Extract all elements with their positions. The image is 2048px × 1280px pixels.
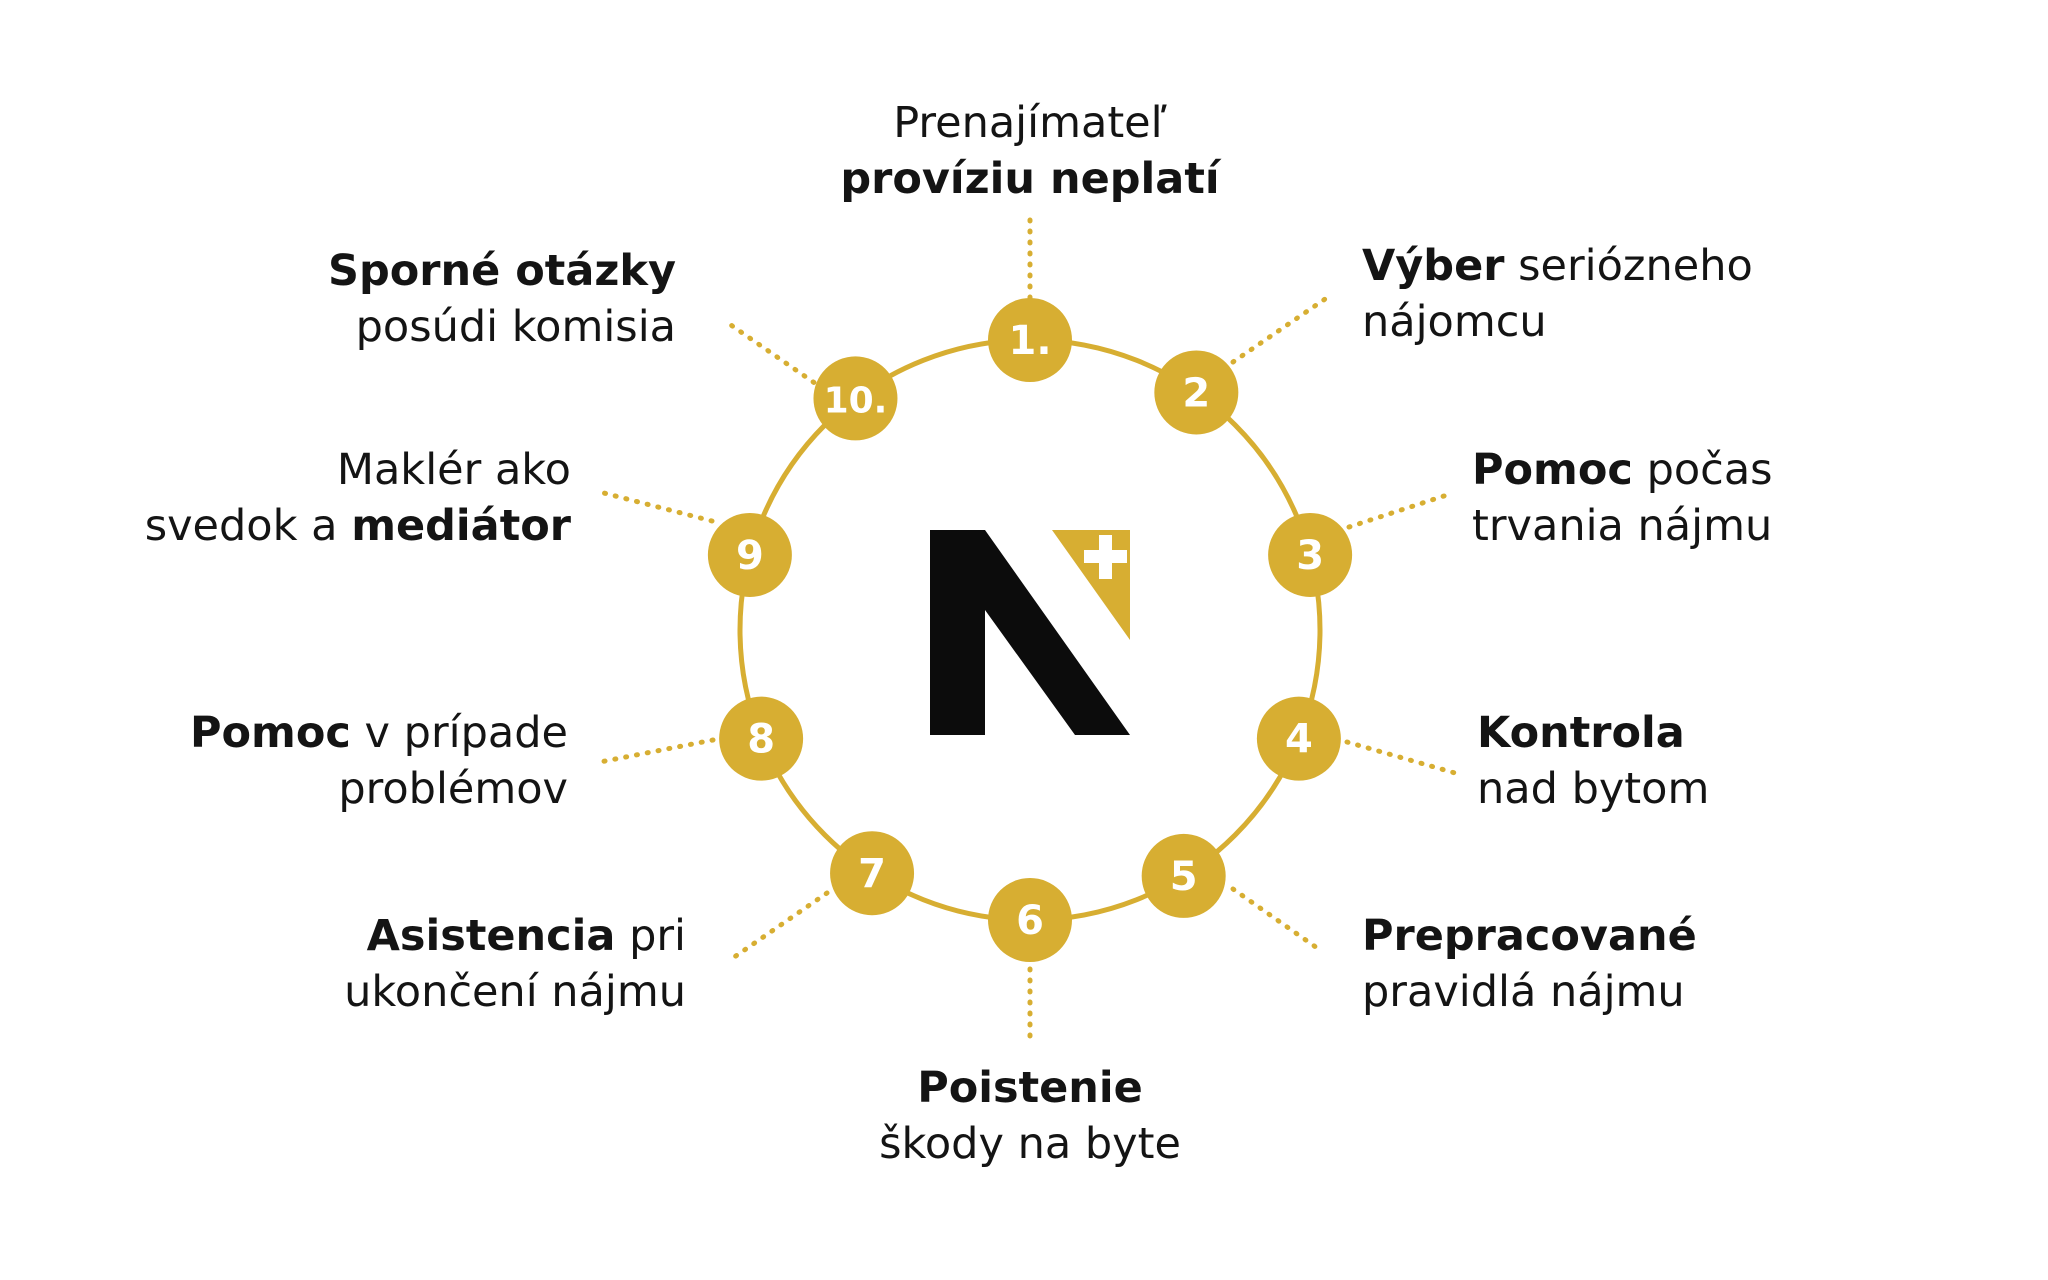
label-line: [145, 498, 571, 554]
label-text: pri: [615, 911, 686, 961]
connector-8: [600, 740, 713, 762]
marker-4: [1257, 697, 1341, 781]
label-line: [1362, 294, 1753, 350]
marker-number: 3: [1296, 532, 1325, 579]
label-text: nájomcu: [1362, 297, 1547, 347]
label-line: [344, 964, 686, 1020]
label-6: [780, 1060, 1280, 1172]
label-bold-text: províziu neplatí: [840, 154, 1220, 204]
marker-number: 2: [1182, 370, 1211, 417]
connector-2: [1233, 297, 1328, 362]
label-line: [780, 1116, 1280, 1172]
label-bold-text: Kontrola: [1477, 708, 1685, 758]
marker-number: 1.: [1008, 318, 1052, 364]
logo-badge-triangle: [1052, 530, 1130, 640]
label-text: ukončení nájmu: [344, 967, 686, 1017]
n-plus-logo: [930, 530, 1130, 735]
label-text: v prípade: [350, 708, 568, 758]
label-text: počas: [1632, 445, 1773, 495]
label-line: [1472, 498, 1773, 554]
marker-number: 5: [1169, 853, 1198, 900]
label-line: [780, 95, 1280, 151]
label-line: [1362, 908, 1697, 964]
marker-9: [708, 513, 792, 597]
label-5: [1362, 908, 1697, 1020]
label-line: [1472, 442, 1773, 498]
label-7: [344, 908, 686, 1020]
label-text: Prenajímateľ: [893, 98, 1167, 148]
label-line: [1477, 761, 1709, 817]
marker-number: 6: [1016, 898, 1044, 944]
label-2: [1362, 238, 1753, 350]
marker-number: 10.: [823, 380, 888, 422]
marker-5: [1142, 834, 1226, 918]
label-line: [190, 705, 568, 761]
connector-7: [730, 893, 827, 960]
label-10: [328, 243, 676, 355]
label-line: [1362, 964, 1697, 1020]
label-bold-text: Asistencia: [366, 911, 616, 961]
connector-3: [1349, 495, 1447, 527]
label-text: Maklér ako: [336, 445, 571, 495]
label-line: [1477, 705, 1709, 761]
label-line: [780, 1060, 1280, 1116]
label-text: posúdi komisia: [355, 302, 676, 352]
label-text: pravidlá nájmu: [1362, 967, 1685, 1017]
connector-5: [1233, 889, 1320, 950]
label-3: [1472, 442, 1773, 554]
marker-1: [988, 298, 1072, 382]
label-bold-text: mediátor: [351, 501, 571, 551]
label-line: [145, 442, 571, 498]
label-8: [190, 705, 568, 817]
label-line: [328, 243, 676, 299]
marker-number: 4: [1284, 716, 1313, 763]
label-text: trvania nájmu: [1472, 501, 1773, 551]
marker-2: [1154, 350, 1238, 434]
label-line: [190, 761, 568, 817]
label-text: nad bytom: [1477, 764, 1710, 814]
label-text: seriózneho: [1504, 241, 1753, 291]
connector-4: [1347, 742, 1462, 775]
marker-number: 8: [747, 716, 776, 763]
label-line: [344, 908, 686, 964]
label-line: [1362, 238, 1753, 294]
label-bold-text: Pomoc: [189, 708, 351, 758]
marker-6: [988, 878, 1072, 962]
label-text: svedok a: [144, 501, 352, 551]
marker-number: 7: [858, 851, 886, 898]
marker-8: [719, 697, 803, 781]
connector-9: [600, 492, 712, 521]
label-line: [780, 151, 1280, 207]
label-1: [780, 95, 1280, 207]
label-text: problémov: [338, 764, 568, 814]
marker-10: [813, 356, 897, 440]
label-4: [1477, 705, 1709, 817]
label-line: [328, 299, 676, 355]
label-bold-text: Sporné otázky: [327, 246, 676, 296]
marker-7: [830, 831, 914, 915]
label-bold-text: Prepracované: [1362, 911, 1697, 961]
label-9: [145, 442, 571, 554]
label-text: škody na byte: [879, 1119, 1181, 1169]
marker-3: [1268, 513, 1352, 597]
plus-icon-horizontal: [1084, 550, 1127, 563]
label-bold-text: Poistenie: [917, 1063, 1143, 1113]
marker-number: 9: [735, 532, 764, 579]
label-bold-text: Výber: [1362, 241, 1505, 291]
label-bold-text: Pomoc: [1472, 445, 1633, 495]
